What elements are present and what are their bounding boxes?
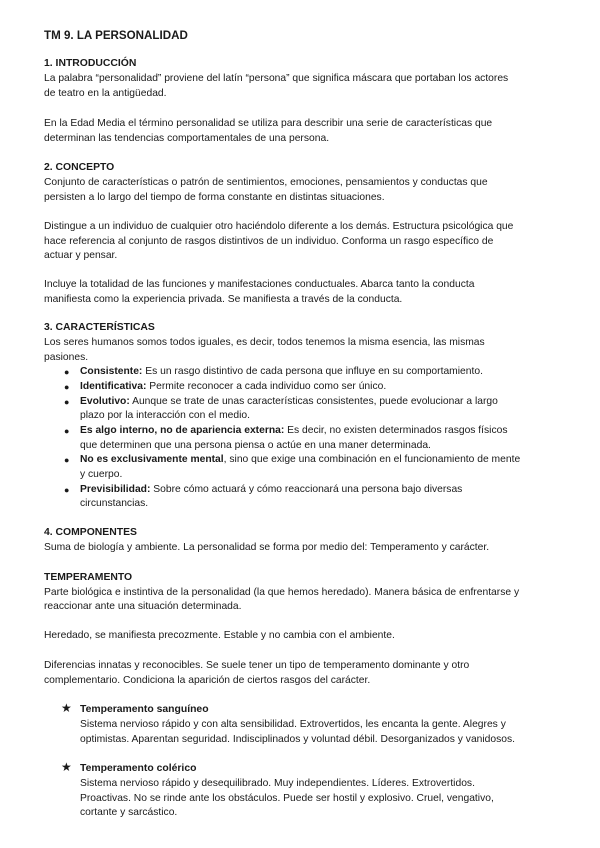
paragraph-line: determinan las tendencias comportamentales de una persona.: [44, 133, 330, 144]
section-heading-temperamento: TEMPERAMENTO: [44, 572, 133, 583]
temperament-description-line: optimistas. Aparentan seguridad. Indisciplinados y voluntad débil. Desorganizados y vanidosos.: [80, 734, 516, 745]
list-item-continuation: plazo por la interacción con el medio.: [80, 410, 250, 421]
list-item: Evolutivo: Aunque se trate de unas características consistentes, puede evolucionar a largo: [80, 396, 498, 407]
paragraph-line: Los seres humanos somos todos iguales, es decir, todos tenemos la misma esencia, las mismas: [44, 337, 485, 348]
list-item: Previsibilidad: Sobre cómo actuará y cómo reaccionará una persona bajo diversas: [80, 484, 463, 495]
temperament-name: Temperamento sanguíneo: [80, 704, 209, 715]
temperament-description-line: Proactivas. No se rinde ante los obstáculos. Puede ser hostil y explosivo. Cruel, vengativo,: [80, 793, 494, 804]
temperament-description-line: Sistema nervioso rápido y desequilibrado. Muy independientes. Líderes. Extrovertidos.: [80, 778, 475, 789]
star-bullet-icon: ★: [61, 760, 72, 774]
temperament-name: Temperamento colérico: [80, 763, 197, 774]
paragraph-line: Diferencias innatas y reconocibles. Se suele tener un tipo de temperamento dominante y otro: [44, 660, 470, 671]
paragraph-line: persisten a lo largo del tiempo de forma constante en distintas situaciones.: [44, 192, 385, 203]
paragraph-line: Parte biológica e instintiva de la personalidad (la que hemos heredado). Manera básica de enfrentarse y: [44, 587, 520, 598]
bullet-dot-icon: ●: [64, 426, 70, 436]
paragraph-line: La palabra “personalidad” proviene del latín “persona” que significa máscara que portaban los actores: [44, 73, 509, 84]
paragraph-line: actuar y pensar.: [44, 250, 118, 261]
bullet-dot-icon: ●: [64, 397, 70, 407]
paragraph-line: complementario. Condiciona la aparición de ciertos rasgos del carácter.: [44, 675, 371, 686]
list-item-continuation: circunstancias.: [80, 498, 149, 509]
list-item: Consistente: Es un rasgo distintivo de cada persona que influye en su comportamiento.: [80, 366, 483, 377]
page-title: TM 9. LA PERSONALIDAD: [44, 29, 188, 42]
paragraph-line: Conjunto de características o patrón de sentimientos, emociones, pensamientos y conductas que: [44, 177, 488, 188]
section-heading-introduccion: 1. INTRODUCCIÓN: [44, 58, 137, 69]
list-item: Es algo interno, no de apariencia externa: Es decir, no existen determinados rasgos físicos: [80, 425, 508, 436]
paragraph-line: manifiesta como la experiencia privada. Se manifiesta a través de la conducta.: [44, 294, 403, 305]
paragraph-line: hace referencia al conjunto de rasgos distintivos de un individuo. Conforma un rasgo específico de: [44, 236, 494, 247]
section-heading-caracteristicas: 3. CARACTERÍSTICAS: [44, 322, 155, 333]
paragraph-line: Distingue a un individuo de cualquier otro haciéndolo diferente a los demás. Estructura psicológica que: [44, 221, 514, 232]
paragraph-line: reaccionar ante una situación determinada.: [44, 601, 242, 612]
paragraph-line: pasiones.: [44, 352, 89, 363]
temperament-description-line: Sistema nervioso rápido y con alta sensibilidad. Extrovertidos, les encanta la gente. Alegres y: [80, 719, 506, 730]
section-heading-concepto: 2. CONCEPTO: [44, 162, 115, 173]
paragraph-line: Suma de biología y ambiente. La personalidad se forma por medio del: Temperamento y carácter.: [44, 542, 490, 553]
paragraph-line: En la Edad Media el término personalidad se utiliza para describir una serie de características que: [44, 118, 493, 129]
star-bullet-icon: ★: [61, 701, 72, 715]
bullet-dot-icon: ●: [64, 455, 70, 465]
paragraph-line: Incluye la totalidad de las funciones y manifestaciones conductuales. Abarca tanto la conducta: [44, 279, 475, 290]
bullet-dot-icon: ●: [64, 485, 70, 495]
section-heading-componentes: 4. COMPONENTES: [44, 527, 137, 538]
list-item: Identificativa: Permite reconocer a cada individuo como ser único.: [80, 381, 387, 392]
temperament-description-line: cortante y sarcástico.: [80, 807, 178, 818]
list-item: No es exclusivamente mental, sino que exige una combinación en el funcionamiento de mente: [80, 454, 521, 465]
paragraph-line: Heredado, se manifiesta precozmente. Estable y no cambia con el ambiente.: [44, 630, 395, 641]
bullet-dot-icon: ●: [64, 367, 70, 377]
list-item-continuation: y cuerpo.: [80, 469, 123, 480]
paragraph-line: de teatro en la antigüedad.: [44, 88, 167, 99]
list-item-continuation: que determinen que una persona piensa o actúe en una maner determinada.: [80, 440, 431, 451]
bullet-dot-icon: ●: [64, 382, 70, 392]
